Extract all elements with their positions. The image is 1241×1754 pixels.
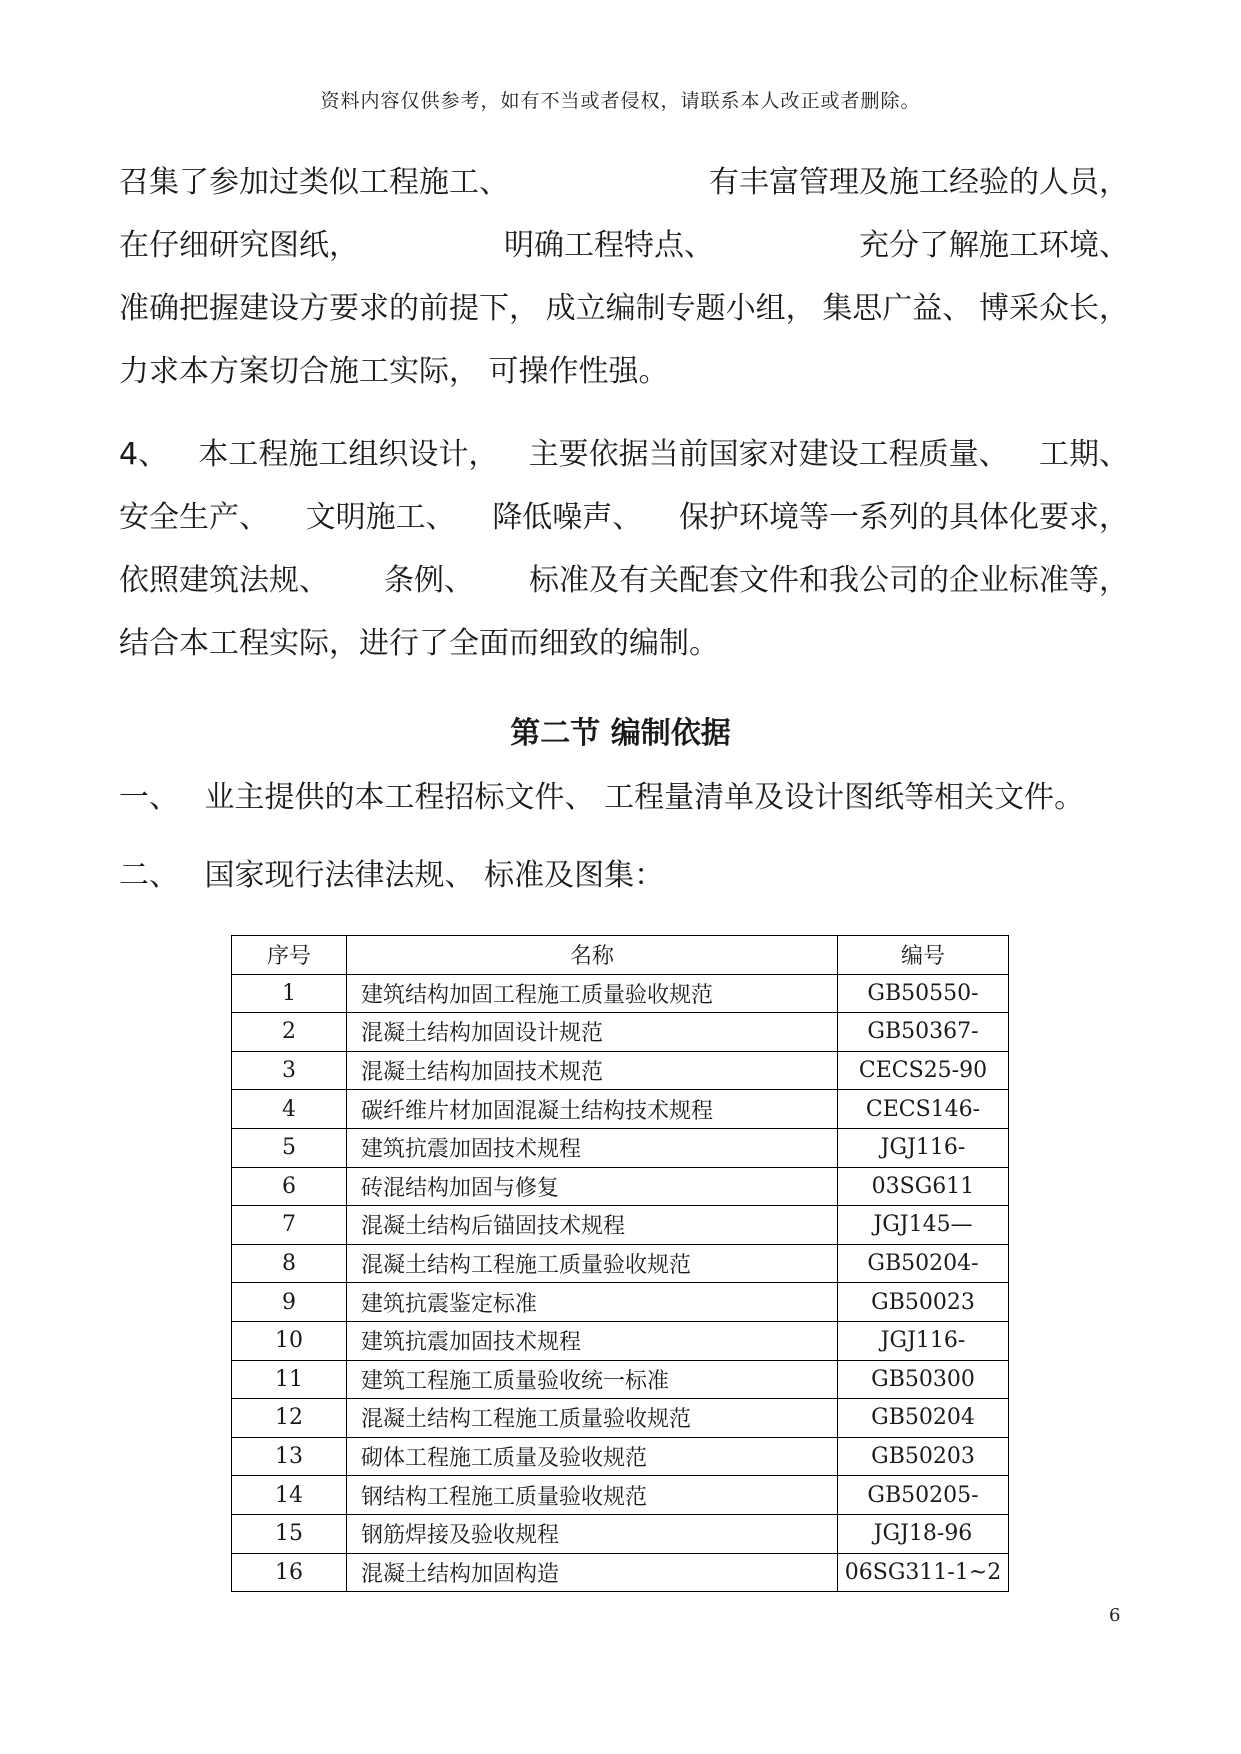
table-row — [232, 1283, 1009, 1322]
section-title: 第二节 编制依据 — [510, 716, 731, 751]
table-row — [232, 1321, 1009, 1360]
row-name-cell: 混凝土结构后锚固技术规程 — [347, 1206, 838, 1245]
row-index-cell: 1 — [232, 974, 347, 1013]
row-name-cell: 建筑抗震加固技术规程 — [347, 1321, 838, 1360]
row-code-cell: JGJ116- — [838, 1128, 1009, 1167]
list-number: 4、 — [119, 437, 169, 472]
row-code-cell: GB50367- — [838, 1013, 1009, 1052]
list-text: 国家现行法律法规、 标准及图集： — [204, 858, 665, 893]
row-name-cell: 建筑工程施工质量验收统一标准 — [347, 1360, 838, 1399]
table-row — [232, 1090, 1009, 1129]
text-fragment: 条例、 — [384, 563, 474, 598]
table-row — [232, 1013, 1009, 1052]
text-fragment: 降低噪声、 — [492, 500, 643, 535]
row-name-cell: 钢结构工程施工质量验收规范 — [347, 1476, 838, 1515]
text-fragment: 准确把握建设方要求的前提下， — [119, 291, 539, 326]
row-code-cell: CECS146- — [838, 1090, 1009, 1129]
row-code-cell: GB50550- — [838, 974, 1009, 1013]
text-fragment: 工期、 — [1038, 437, 1129, 472]
column-header-index: 序号 — [232, 936, 347, 975]
row-code-cell: 03SG611 — [838, 1167, 1009, 1206]
paragraph4-line4: 结合本工程实际，进行了全面而细致的编制。 — [119, 626, 719, 661]
list-number: 一、 — [119, 780, 179, 815]
table-row — [232, 1514, 1009, 1553]
text-fragment: 集思广益、 — [822, 291, 973, 326]
text-fragment: 博采众长， — [978, 291, 1129, 326]
text-fragment: 保护环境等一系列的具体化要求， — [678, 500, 1129, 535]
row-index-cell: 4 — [232, 1090, 347, 1129]
row-code-cell: JGJ18-96 — [838, 1514, 1009, 1553]
row-code-cell: GB50205- — [838, 1476, 1009, 1515]
row-index-cell: 8 — [232, 1244, 347, 1283]
row-code-cell: GB50203 — [838, 1437, 1009, 1476]
row-name-cell: 碳纤维片材加固混凝土结构技术规程 — [347, 1090, 838, 1129]
row-code-cell: JGJ145— — [838, 1206, 1009, 1245]
text-fragment: 召集了参加过类似工程施工、 — [119, 165, 509, 200]
text-fragment: 文明施工、 — [305, 500, 456, 535]
row-index-cell: 7 — [232, 1206, 347, 1245]
basis-item-2 — [119, 856, 1129, 896]
row-name-cell: 混凝土结构加固设计规范 — [347, 1013, 838, 1052]
text-fragment: 有丰富管理及施工经验的人员， — [709, 165, 1129, 200]
list-number: 二、 — [119, 858, 179, 893]
table-row — [232, 1399, 1009, 1438]
paragraph4-line2 — [119, 498, 1129, 538]
row-name-cell: 混凝土结构工程施工质量验收规范 — [347, 1244, 838, 1283]
row-index-cell: 11 — [232, 1360, 347, 1399]
table-row — [232, 1360, 1009, 1399]
row-code-cell: GB50204- — [838, 1244, 1009, 1283]
row-index-cell: 13 — [232, 1437, 347, 1476]
row-name-cell: 建筑抗震加固技术规程 — [347, 1128, 838, 1167]
table-row — [232, 1476, 1009, 1515]
row-index-cell: 12 — [232, 1399, 347, 1438]
paragraph3-line1 — [119, 163, 1129, 203]
row-code-cell: GB50204 — [838, 1399, 1009, 1438]
table-body — [232, 974, 1009, 1592]
table-row — [232, 1244, 1009, 1283]
column-header-code: 编号 — [838, 936, 1009, 975]
paragraph3-line3 — [119, 289, 1129, 329]
paragraph4-line3 — [119, 561, 1129, 601]
basis-item-1 — [119, 778, 1129, 818]
list-text: 业主提供的本工程招标文件、 工程量清单及设计图纸等相关文件。 — [204, 780, 1085, 815]
row-index-cell: 6 — [232, 1167, 347, 1206]
table-row — [232, 1128, 1009, 1167]
text-fragment: 本工程施工组织设计， — [198, 437, 499, 472]
text-fragment: 标准及有关配套文件和我公司的企业标准等， — [529, 563, 1129, 598]
text-fragment: 安全生产、 — [119, 500, 269, 535]
page-number: 6 — [1109, 1605, 1121, 1626]
row-index-cell: 14 — [232, 1476, 347, 1515]
column-header-name: 名称 — [347, 936, 838, 975]
row-name-cell: 混凝土结构加固技术规范 — [347, 1051, 838, 1090]
row-name-cell: 混凝土结构加固构造 — [347, 1553, 838, 1592]
table-row — [232, 1206, 1009, 1245]
text-fragment: 主要依据当前国家对建设工程质量、 — [528, 437, 1009, 472]
standards-table — [231, 935, 1009, 1592]
row-name-cell: 混凝土结构工程施工质量验收规范 — [347, 1399, 838, 1438]
row-code-cell: JGJ116- — [838, 1321, 1009, 1360]
row-code-cell: CECS25-90 — [838, 1051, 1009, 1090]
row-index-cell: 3 — [232, 1051, 347, 1090]
text-fragment: 充分了解施工环境、 — [859, 228, 1129, 263]
table-row — [232, 1051, 1009, 1090]
table-row — [232, 1437, 1009, 1476]
table-header-row — [232, 936, 1009, 975]
row-index-cell: 2 — [232, 1013, 347, 1052]
row-name-cell: 砌体工程施工质量及验收规范 — [347, 1437, 838, 1476]
paragraph3-line2 — [119, 226, 1129, 266]
row-index-cell: 9 — [232, 1283, 347, 1322]
row-code-cell: GB50023 — [838, 1283, 1009, 1322]
text-fragment: 依照建筑法规、 — [119, 563, 329, 598]
row-name-cell: 建筑结构加固工程施工质量验收规范 — [347, 974, 838, 1013]
row-index-cell: 15 — [232, 1514, 347, 1553]
disclaimer-header: 资料内容仅供参考，如有不当或者侵权，请联系本人改正或者删除。 — [320, 90, 921, 112]
table-row — [232, 1553, 1009, 1592]
row-index-cell: 10 — [232, 1321, 347, 1360]
row-index-cell: 5 — [232, 1128, 347, 1167]
text-fragment: 在仔细研究图纸， — [119, 228, 359, 263]
text-fragment: 成立编制专题小组， — [545, 291, 816, 326]
paragraph4-line1 — [119, 435, 1129, 475]
text-fragment: 明确工程特点、 — [504, 228, 714, 263]
paragraph3-line4: 力求本方案切合施工实际， 可操作性强。 — [119, 354, 669, 389]
row-name-cell: 砖混结构加固与修复 — [347, 1167, 838, 1206]
row-name-cell: 建筑抗震鉴定标准 — [347, 1283, 838, 1322]
row-code-cell: GB50300 — [838, 1360, 1009, 1399]
table-row — [232, 974, 1009, 1013]
row-name-cell: 钢筋焊接及验收规程 — [347, 1514, 838, 1553]
row-index-cell: 16 — [232, 1553, 347, 1592]
table-row — [232, 1167, 1009, 1206]
row-code-cell: 06SG311-1~2 — [838, 1553, 1009, 1592]
